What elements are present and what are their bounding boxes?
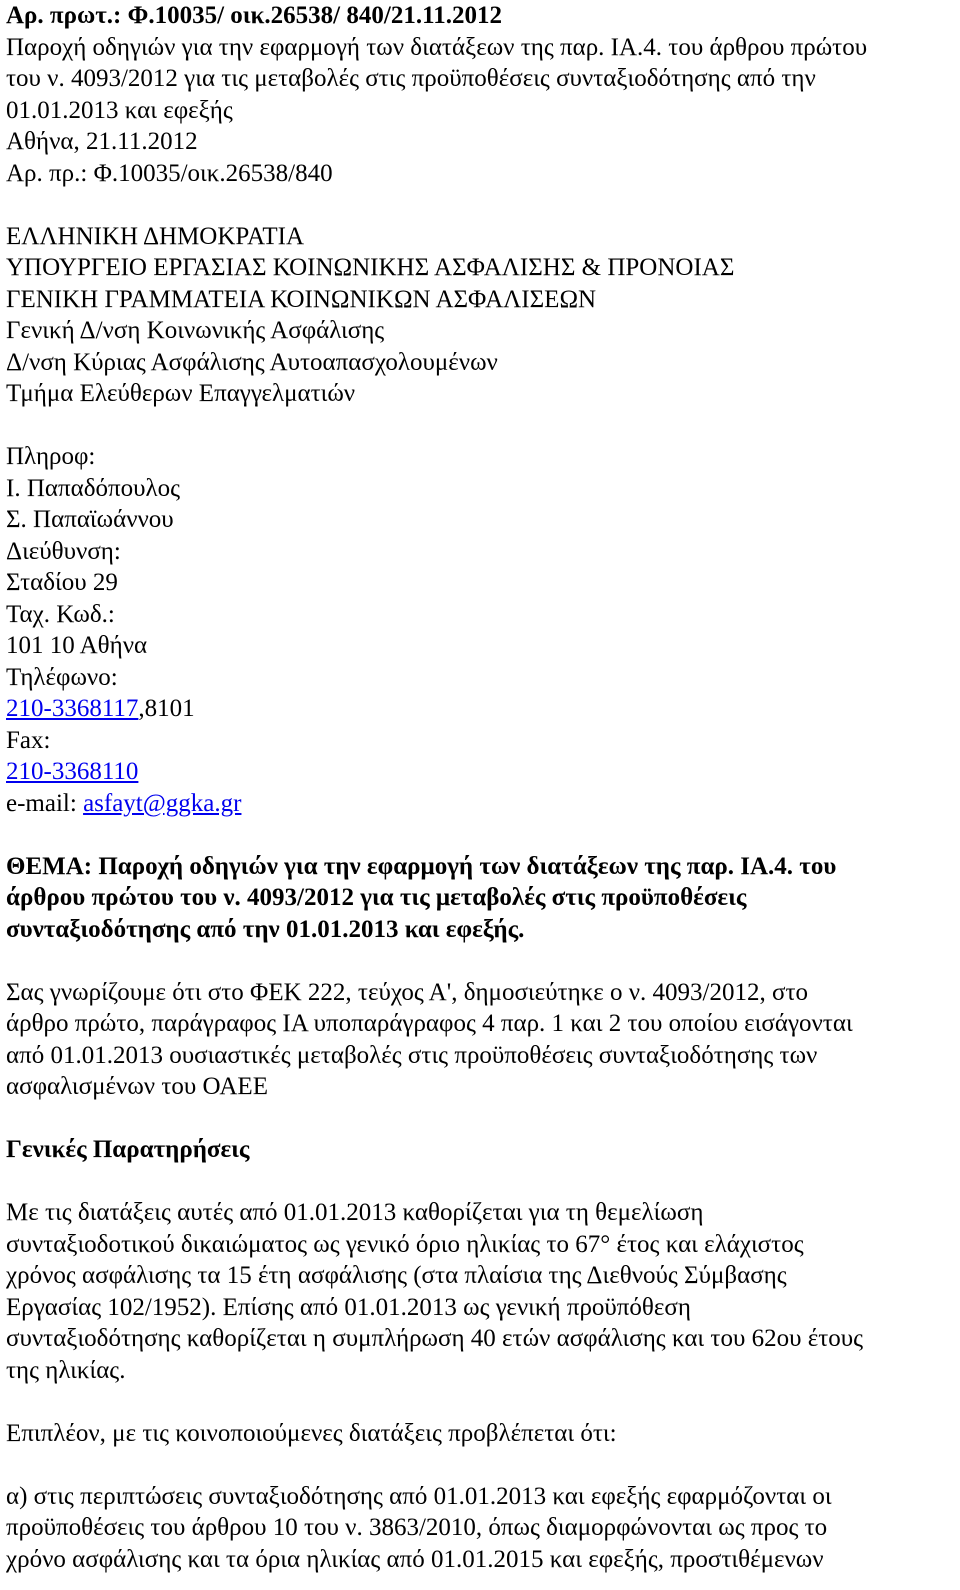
reference-number: Αρ. πρ.: Φ.10035/οικ.26538/840: [6, 159, 333, 187]
address-label: Διεύθυνση:: [6, 537, 121, 565]
reference-title: Αρ. πρωτ.: Φ.10035/ οικ.26538/ 840/21.11.2012: [6, 2, 502, 29]
spacer: [6, 1103, 954, 1135]
header-subject-line: Παροχή οδηγιών για την εφαρμογή των διατάξεων της παρ. ΙΑ.4. του άρθρου πρώτου: [6, 33, 868, 61]
spacer: [6, 945, 954, 977]
spacer: [6, 1449, 954, 1481]
subject-heading-line: άρθρου πρώτου του ν. 4093/2012 για τις μεταβολές στις προϋποθέσεις: [6, 884, 747, 911]
authority-line: Δ/νση Κύριας Ασφάλισης Αυτοαπασχολουμένων: [6, 348, 498, 376]
header-subject-line: του ν. 4093/2012 για τις μεταβολές στις προϋποθέσεις συνταξιοδότησης από την: [6, 65, 816, 92]
contact-person: Ι. Παπαδόπουλος: [6, 474, 180, 502]
phone-extension: ,8101: [138, 695, 195, 722]
email-line: [6, 788, 954, 820]
postcode-label: Ταχ. Κωδ.:: [6, 600, 115, 628]
authority-line: ΓΕΝΙΚΗ ΓΡΑΜΜΑΤΕΙΑ ΚΟΙΝΩΝΙΚΩΝ ΑΣΦΑΛΙΣΕΩΝ: [6, 285, 597, 313]
spacer: [6, 189, 954, 221]
general-line: χρόνος ασφάλισης τα 15 έτη ασφάλισης (στα πλαίσια της Διεθνούς Σύμβασης: [6, 1262, 787, 1289]
intro-line: από 01.01.2013 ουσιαστικές μεταβολές στις προϋποθέσεις συνταξιοδότησης των: [6, 1041, 818, 1069]
intro-line: ασφαλισμένων του ΟΑΕΕ: [6, 1073, 268, 1100]
email-link[interactable]: asfayt@ggka.gr: [83, 789, 242, 817]
section-heading: Γενικές Παρατηρήσεις: [6, 1136, 250, 1163]
postcode: 101 10 Αθήνα: [6, 632, 148, 659]
spacer: [6, 819, 954, 851]
fax-label: Fax:: [6, 726, 51, 754]
intro-line: Σας γνωρίζουμε ότι στο ΦΕΚ 222, τεύχος Α', δημοσιεύτηκε ο ν. 4093/2012, στο: [6, 978, 809, 1006]
info-label: Πληροφ:: [6, 443, 96, 470]
email-label: e-mail:: [6, 789, 84, 817]
general-line: της ηλικίας.: [6, 1356, 126, 1384]
authority-line: Τμήμα Ελεύθερων Επαγγελματιών: [6, 380, 356, 407]
subject-heading-line: ΘΕΜΑ: Παροχή οδηγιών για την εφαρμογή των διατάξεων της παρ. ΙΑ.4. του: [6, 852, 837, 880]
address: Σταδίου 29: [6, 569, 118, 596]
intro-line: άρθρο πρώτο, παράγραφος ΙΑ υποπαράγραφος 4 παρ. 1 και 2 του οποίου εισάγονται: [6, 1010, 853, 1037]
fax-line: [6, 756, 954, 788]
phone-line: [6, 693, 954, 725]
spacer: [6, 410, 954, 442]
header-subject-line: 01.01.2013 και εφεξής: [6, 96, 233, 124]
authority-line: Γενική Δ/νση Κοινωνικής Ασφάλισης: [6, 317, 385, 344]
general-line: συνταξιοδότησης καθορίζεται η συμπλήρωση 40 ετών ασφάλισης και του 62ου έτους: [6, 1325, 864, 1352]
authority-line: ΥΠΟΥΡΓΕΙΟ ΕΡΓΑΣΙΑΣ ΚΟΙΝΩΝΙΚΗΣ ΑΣΦΑΛΙΣΗΣ & ΠΡΟΝΟΙΑΣ: [6, 254, 735, 281]
general-line: Εργασίας 102/1952). Επίσης από 01.01.2013 ως γενική προϋπόθεση: [6, 1293, 691, 1321]
item-a-line: χρόνο ασφάλισης και τα όρια ηλικίας από 01.01.2015 και εφεξής, προστιθέμενων: [6, 1545, 824, 1573]
authority-line: ΕΛΛΗΝΙΚΗ ΔΗΜΟΚΡΑΤΙΑ: [6, 222, 304, 250]
further-line: Επιπλέον, με τις κοινοποιούμενες διατάξεις προβλέπεται ότι:: [6, 1419, 617, 1447]
contact-person: Σ. Παπαϊωάννου: [6, 506, 174, 533]
general-line: συνταξιοδοτικού δικαιώματος ως γενικό όριο ηλικίας το 67° έτος και ελάχιστος: [6, 1230, 804, 1258]
item-a-line: προϋποθέσεις του άρθρου 10 του ν. 3863/2010, όπως διαμορφώνονται ως προς το: [6, 1514, 828, 1541]
general-line: Με τις διατάξεις αυτές από 01.01.2013 καθορίζεται για τη θεμελίωση: [6, 1199, 704, 1226]
spacer: [6, 1386, 954, 1418]
phone-link[interactable]: 210-3368117: [6, 695, 139, 722]
phone-label: Τηλέφωνο:: [6, 663, 118, 691]
item-a-line: α) στις περιπτώσεις συνταξιοδότησης από 01.01.2013 και εφεξής εφαρμόζονται οι: [6, 1482, 832, 1510]
fax-link[interactable]: 210-3368110: [6, 758, 139, 785]
subject-heading-line: συνταξιοδότησης από την 01.01.2013 και εφεξής.: [6, 915, 525, 943]
place-date: Αθήνα, 21.11.2012: [6, 128, 198, 155]
spacer: [6, 1166, 954, 1198]
